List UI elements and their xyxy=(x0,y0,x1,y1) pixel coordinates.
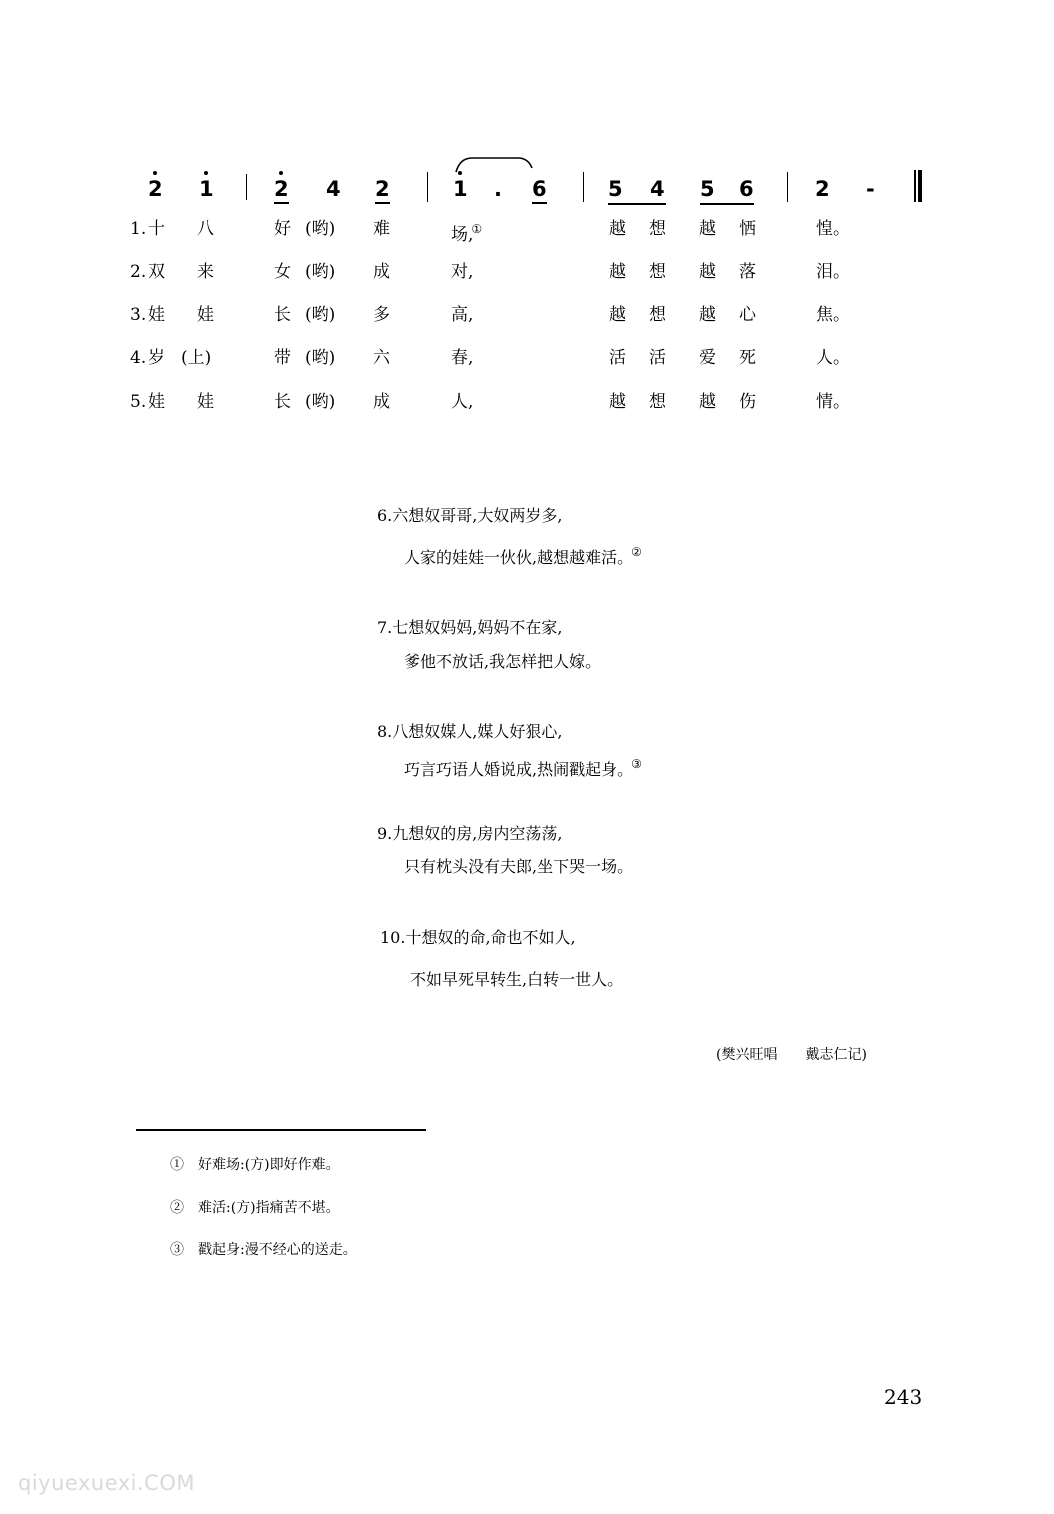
syllable: 女 xyxy=(274,262,291,282)
syllable: 带 xyxy=(274,348,291,368)
syllable: 越 xyxy=(699,392,716,412)
syllable: 娃 xyxy=(148,392,165,412)
syllable: 泪。 xyxy=(816,262,850,282)
note: 1 xyxy=(453,177,468,201)
syllable: 伤 xyxy=(739,392,756,412)
stanza-line-2: 巧言巧语人婚说成,热闹戳起身。③ xyxy=(404,757,642,779)
slur xyxy=(452,154,536,174)
final-barline-thick xyxy=(918,170,922,202)
note: 2 xyxy=(274,177,289,204)
syllable: 人。 xyxy=(816,348,850,368)
syllable: 想 xyxy=(649,219,666,239)
final-barline-thin xyxy=(914,170,916,202)
barline xyxy=(583,172,584,202)
syllable: 惶。 xyxy=(816,219,850,239)
note: 2 xyxy=(375,177,390,204)
performer-credit: (樊兴旺唱 戴志仁记) xyxy=(716,1047,867,1063)
syllable: 想 xyxy=(649,392,666,412)
stanza-line-2: 爹他不放话,我怎样把人嫁。 xyxy=(404,652,602,671)
syllable: 成 xyxy=(373,392,390,412)
stanza-line-1: 7.七想奴妈妈,妈妈不在家, xyxy=(377,618,563,637)
verse-number: 5. xyxy=(130,392,147,412)
page-number: 243 xyxy=(884,1385,923,1409)
syllable: 春, xyxy=(451,348,474,368)
syllable: (哟) xyxy=(305,392,336,412)
syllable: (哟) xyxy=(305,262,336,282)
stanza-line-2: 不如早死早转生,白转一世人。 xyxy=(410,970,624,989)
footnote-mark: ① xyxy=(471,222,483,236)
stanza-line-2: 只有枕头没有夫郎,坐下哭一场。 xyxy=(404,857,634,876)
syllable: 长 xyxy=(274,305,291,325)
stanza-line-2: 人家的娃娃一伙伙,越想越难活。② xyxy=(404,545,642,567)
syllable: 对, xyxy=(451,262,474,282)
note: 6 xyxy=(532,177,547,204)
syllable: 恓 xyxy=(739,219,756,239)
note: 2 xyxy=(148,177,163,201)
verse-number: 2. xyxy=(130,262,147,282)
syllable: 成 xyxy=(373,262,390,282)
syllable: 岁 xyxy=(148,348,165,368)
syllable: 情。 xyxy=(816,392,850,412)
syllable: (哟) xyxy=(305,348,336,368)
beamed-notes: 5 4 xyxy=(608,177,666,203)
watermark: qiyuexuexi.COM xyxy=(18,1471,195,1495)
footnote-mark: ② xyxy=(631,545,642,559)
syllable: 心 xyxy=(739,305,756,325)
syllable: 来 xyxy=(197,262,214,282)
syllable: 落 xyxy=(739,262,756,282)
syllable: 娃 xyxy=(197,305,214,325)
syllable: 娃 xyxy=(148,305,165,325)
syllable: 越 xyxy=(699,219,716,239)
syllable: 难 xyxy=(373,219,390,239)
syllable: 越 xyxy=(609,392,626,412)
barline xyxy=(246,174,247,200)
syllable: 活 xyxy=(609,348,626,368)
beamed-notes: 5 6 xyxy=(700,177,754,203)
syllable: 想 xyxy=(649,305,666,325)
syllable: 多 xyxy=(373,305,390,325)
barline xyxy=(427,172,428,202)
syllable: 越 xyxy=(609,305,626,325)
syllable: (哟) xyxy=(305,219,336,239)
syllable: 场,① xyxy=(451,222,483,245)
verse-number: 1. xyxy=(130,219,147,239)
syllable: 高, xyxy=(451,305,474,325)
syllable: 越 xyxy=(609,262,626,282)
syllable: (哟) xyxy=(305,305,336,325)
syllable: 想 xyxy=(649,262,666,282)
stanza-line-1: 6.六想奴哥哥,大奴两岁多, xyxy=(377,506,563,525)
footnote-rule xyxy=(136,1129,426,1131)
note-dash: - xyxy=(866,177,875,201)
syllable: 越 xyxy=(699,305,716,325)
syllable: 爱 xyxy=(699,348,716,368)
note: 2 xyxy=(815,177,830,201)
note: 1 xyxy=(199,177,214,201)
syllable: 焦。 xyxy=(816,305,850,325)
verse-number: 3. xyxy=(130,305,147,325)
verse-number: 4. xyxy=(130,348,147,368)
syllable: 越 xyxy=(609,219,626,239)
stanza-line-1: 10.十想奴的命,命也不如人, xyxy=(380,928,576,947)
footnote: ③ 戳起身:漫不经心的送走。 xyxy=(170,1242,357,1258)
syllable: 死 xyxy=(739,348,756,368)
note: 4 xyxy=(326,177,341,201)
note-dot: . xyxy=(494,177,502,201)
syllable: 六 xyxy=(373,348,390,368)
syllable: 八 xyxy=(197,219,214,239)
syllable: 十 xyxy=(148,219,165,239)
footnote: ② 难活:(方)指痛苦不堪。 xyxy=(170,1200,340,1216)
syllable: 好 xyxy=(274,219,291,239)
footnote: ① 好难场:(方)即好作难。 xyxy=(170,1157,340,1173)
stanza-line-1: 9.九想奴的房,房内空荡荡, xyxy=(377,824,563,843)
stanza-line-1: 8.八想奴媒人,媒人好狠心, xyxy=(377,722,563,741)
syllable: (上) xyxy=(181,348,212,368)
footnote-mark: ③ xyxy=(631,757,642,771)
syllable: 人, xyxy=(451,392,474,412)
syllable: 活 xyxy=(649,348,666,368)
barline xyxy=(787,172,788,202)
syllable: 娃 xyxy=(197,392,214,412)
syllable: 双 xyxy=(148,262,165,282)
syllable: 长 xyxy=(274,392,291,412)
syllable: 越 xyxy=(699,262,716,282)
